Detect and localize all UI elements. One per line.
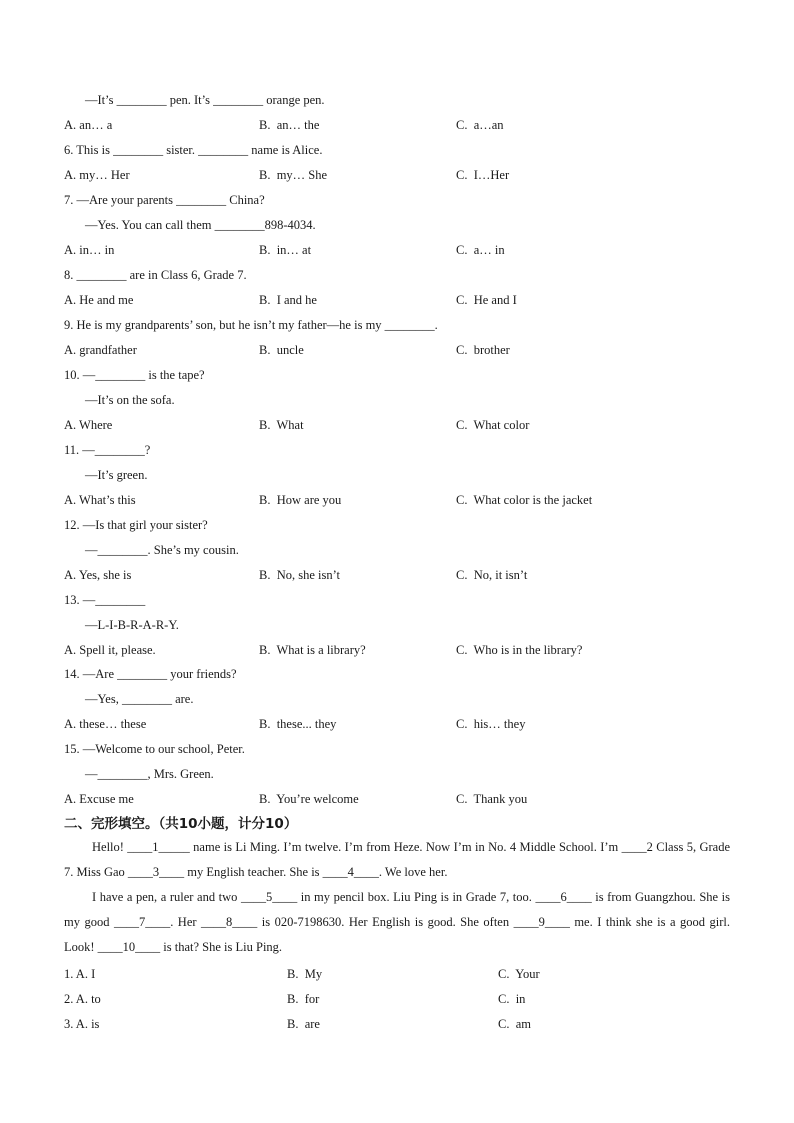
question-line-q14a: 14. —Are ________ your friends? bbox=[64, 667, 237, 681]
option-c-o14: C. his… they bbox=[456, 717, 526, 731]
option-b-o12: B. No, she isn’t bbox=[259, 568, 341, 582]
option-a-o15: A. Excuse me bbox=[64, 792, 134, 806]
option-c-o8: C. He and I bbox=[456, 293, 517, 307]
question-line-q11a: 11. —________? bbox=[64, 443, 151, 457]
question-line-q13a: 13. —________ bbox=[64, 593, 146, 607]
option-b-o14: B. these... they bbox=[259, 717, 337, 731]
option-c-o7: C. a… in bbox=[456, 243, 505, 257]
question-line-q7b: —Yes. You can call them ________898-4034. bbox=[85, 218, 316, 232]
option-a-o11: A. What’s this bbox=[64, 493, 136, 507]
option-c-o15: C. Thank you bbox=[456, 792, 528, 806]
cloze-paragraph-2-text: I have a pen, a ruler and two ____5____ in my pencil box. Liu Ping is in Grade 7, too. ____6____ is from Guangzhou. She is my good ____7____. Her ____8____ is 020-7198630. Her English is good. She often ____9____ me. I think she is a good girl. Look! ____10____ is that? She is Liu Ping. bbox=[64, 890, 730, 954]
option-b-o11: B. How are you bbox=[259, 493, 342, 507]
option-a-o10: A. Where bbox=[64, 418, 113, 432]
cloze-option-b-c2: B. for bbox=[287, 992, 320, 1006]
cloze-option-a-c3: 3. A. is bbox=[64, 1017, 100, 1031]
option-b-o10: B. What bbox=[259, 418, 304, 432]
question-line-q8: 8. ________ are in Class 6, Grade 7. bbox=[64, 268, 247, 282]
option-a-o14: A. these… these bbox=[64, 717, 147, 731]
option-b-o15: B. You’re welcome bbox=[259, 792, 359, 806]
option-a-o9: A. grandfather bbox=[64, 343, 137, 357]
option-a-o13: A. Spell it, please. bbox=[64, 643, 156, 657]
cloze-paragraph-1-text: Hello! ____1_____ name is Li Ming. I’m twelve. I’m from Heze. Now I’m in No. 4 Middle School. I’m ____2 Class 5, Grade 7. Miss Gao ____3____ my English teacher. She is ____4____. We love her. bbox=[64, 840, 730, 879]
option-b-o6: B. my… She bbox=[259, 168, 328, 182]
section-2-title: 二、完形填空。（共10小题，计分10） bbox=[64, 816, 298, 832]
option-b-o13: B. What is a library? bbox=[259, 643, 366, 657]
question-line-q15b: —________, Mrs. Green. bbox=[85, 767, 214, 781]
cloze-option-c-c2: C. in bbox=[498, 992, 526, 1006]
question-line-q5b: —It’s ________ pen. It’s ________ orange pen. bbox=[85, 93, 325, 107]
cloze-option-c-c1: C. Your bbox=[498, 967, 540, 981]
question-line-q15a: 15. —Welcome to our school, Peter. bbox=[64, 742, 245, 756]
option-a-o7: A. in… in bbox=[64, 243, 115, 257]
option-c-o12: C. No, it isn’t bbox=[456, 568, 528, 582]
question-line-q10b: —It’s on the sofa. bbox=[85, 393, 175, 407]
option-c-o13: C. Who is in the library? bbox=[456, 643, 583, 657]
cloze-option-b-c1: B. My bbox=[287, 967, 323, 981]
option-c-o6: C. I…Her bbox=[456, 168, 510, 182]
cloze-option-a-c1: 1. A. I bbox=[64, 967, 96, 981]
option-b-o7: B. in… at bbox=[259, 243, 312, 257]
question-line-q10a: 10. —________ is the tape? bbox=[64, 368, 205, 382]
option-b-o8: B. I and he bbox=[259, 293, 317, 307]
option-a-o6: A. my… Her bbox=[64, 168, 130, 182]
question-line-q11b: —It’s green. bbox=[85, 468, 148, 482]
cloze-option-b-c3: B. are bbox=[287, 1017, 320, 1031]
option-a-o12: A. Yes, she is bbox=[64, 568, 132, 582]
question-line-q14b: —Yes, ________ are. bbox=[85, 692, 194, 706]
option-c-o11: C. What color is the jacket bbox=[456, 493, 593, 507]
question-line-q7a: 7. —Are your parents ________ China? bbox=[64, 193, 265, 207]
question-line-q12b: —________. She’s my cousin. bbox=[85, 543, 239, 557]
option-b-o9: B. uncle bbox=[259, 343, 304, 357]
question-line-q13b: —L-I-B-R-A-R-Y. bbox=[85, 618, 179, 632]
cloze-paragraph-2 bbox=[64, 885, 730, 960]
option-a-o8: A. He and me bbox=[64, 293, 134, 307]
question-line-q9: 9. He is my grandparents’ son, but he isn’t my father—he is my ________. bbox=[64, 318, 438, 332]
option-b-o5: B. an… the bbox=[259, 118, 320, 132]
cloze-option-a-c2: 2. A. to bbox=[64, 992, 101, 1006]
option-c-o10: C. What color bbox=[456, 418, 530, 432]
option-c-o9: C. brother bbox=[456, 343, 510, 357]
cloze-option-c-c3: C. am bbox=[498, 1017, 531, 1031]
option-a-o5: A. an… a bbox=[64, 118, 113, 132]
question-line-q12a: 12. —Is that girl your sister? bbox=[64, 518, 208, 532]
option-c-o5: C. a…an bbox=[456, 118, 504, 132]
question-line-q6: 6. This is ________ sister. ________ name is Alice. bbox=[64, 143, 323, 157]
cloze-paragraph-1 bbox=[64, 835, 730, 885]
